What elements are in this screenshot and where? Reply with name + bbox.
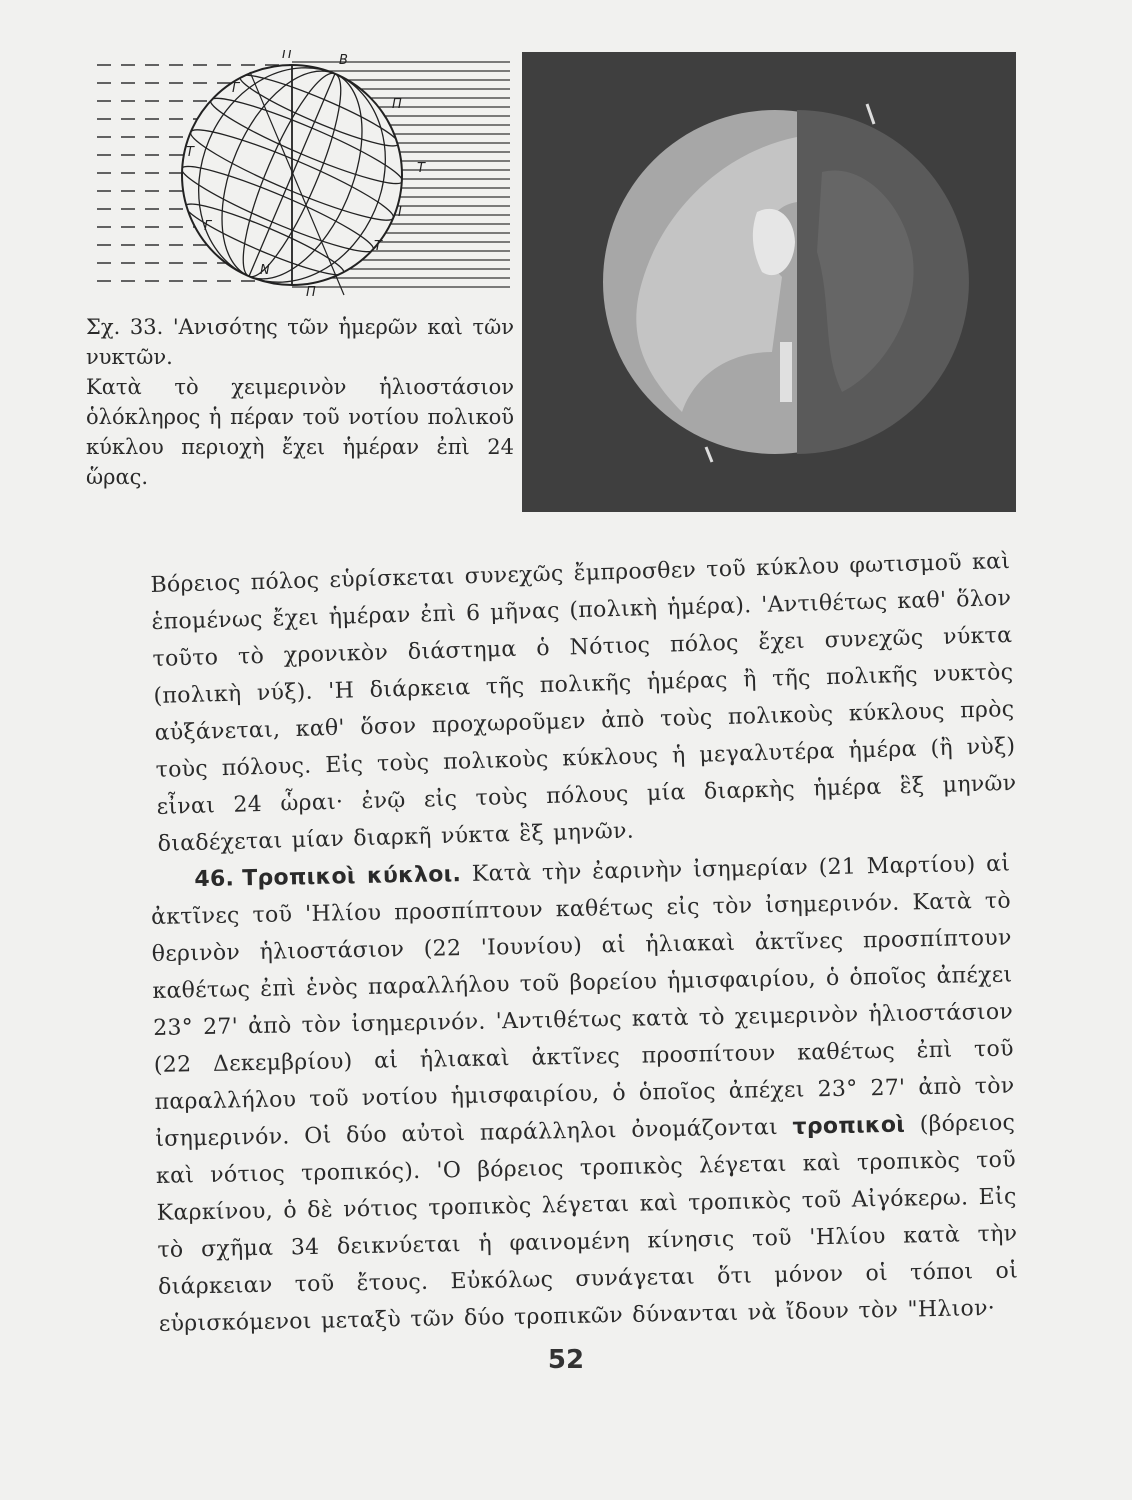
section-number: 46. bbox=[194, 866, 235, 893]
label-top-b: B bbox=[339, 53, 348, 68]
label-equator-right: Ι bbox=[398, 205, 402, 220]
label-tropic-left: Τ bbox=[186, 145, 194, 160]
label-lower-right: Τ bbox=[374, 239, 382, 254]
section-tropics bbox=[150, 845, 1019, 1342]
label-antarctic-left: Γ bbox=[204, 219, 212, 234]
paragraph-polar-day-night bbox=[150, 543, 1018, 863]
label-arctic-left: Γ bbox=[232, 81, 240, 96]
section-paragraph bbox=[150, 845, 1019, 1342]
section-text-before: Κατὰ τὴν ἐαρινὴν ἰσημερίαν (21 Μαρτίου) αἱ ἀκτῖνες τοῦ 'Ηλίου προσπίπτουν καθέτως εἰς τὸν ἰσημερινόν. Κατὰ τὸ θερινὸν ἡλιοστάσιον (22 'Ιουνίου) αἱ ἡλιακαὶ ἀκτῖνες προσπίπτουν καθέτως ἐπὶ ἑνὸς παραλλήλου τοῦ βορείου ἡμισφαιρίου, ὁ ὁποῖος ἀπέχει 23° 27' ἀπὸ τὸν ἰσημερινόν. 'Αντιθέτως κατὰ τὸ χειμερινὸν ἡλιοστάσιον (22 Δεκεμβρίου) αἱ ἡλιακαὶ ἀκτῖνες προσπίτουν καθέτως ἐπὶ τοῦ παραλλήλου τοῦ νοτίου ἡμισφαιρίου, ὁ ὁποῖος ἀπέχει 23° 27' ἀπὸ τὸν ἰσημερινόν. Οἱ δύο αὐτοὶ παράλληλοι ὀνομάζονται bbox=[150, 851, 1015, 1152]
photo-highlight-bar bbox=[780, 342, 792, 402]
globe-photo bbox=[522, 52, 1016, 512]
page-number: 52 bbox=[547, 1345, 585, 1375]
label-tropic-right: Τ bbox=[417, 161, 425, 176]
term-tropics: τροπικοὶ bbox=[792, 1112, 906, 1140]
section-title: Τροπικοὶ κύκλοι. bbox=[241, 862, 462, 892]
caption-title: Σχ. 33. 'Ανισότης τῶν ἡμερῶν καὶ τῶν νυκτῶν. bbox=[86, 315, 514, 369]
caption-text: Κατὰ τὸ χειμερινὸν ἡλιοστάσιον ὁλόκληρος ἡ πέραν τοῦ νοτίου πολικοῦ κύκλου περιοχὴ ἔχει ἡμέραν ἐπὶ 24 ὥρας. bbox=[86, 375, 514, 489]
label-bottom-n: Ν bbox=[260, 263, 270, 278]
paragraph-1-text: Βόρειος πόλος εὑρίσκεται συνεχῶς ἔμπροσθεν τοῦ κύκλου φωτισμοῦ καὶ ἑπομένως ἔχει ἡμέραν ἐπὶ 6 μῆνας (πολικὴ ἡμέρα). 'Αντιθέτως καθ' ὅλον τοῦτο τὸ χρονικὸν διάστημα ὁ Νότιος πόλος ἔχει συνεχῶς νύκτα (πολικὴ νύξ). 'Η διάρκεια τῆς πολικῆς ἡμέρας ἢ τῆς πολικῆς νυκτὸς αὐξάνεται, καθ' ὅσον προχωροῦμεν ἀπὸ τοὺς πολικοὺς κύκλους πρὸς τοὺς πόλους. Εἰς τοὺς πολικοὺς κύκλους ἡ μεγαλυτέρα ἡμέρα (ἢ νὺξ) εἶναι 24 ὧραι· ἐνῷ εἰς τοὺς πόλους μία διαρκὴς ἡμέρα ἓξ μηνῶν διαδέχεται μίαν διαρκῆ νύκτα ἓξ μηνῶν. bbox=[150, 548, 1017, 857]
label-top-pole: Π bbox=[282, 50, 292, 62]
figure-caption bbox=[86, 312, 514, 492]
label-arctic-right: Π bbox=[392, 97, 402, 112]
globe-diagram bbox=[92, 50, 512, 310]
section-text-after: (βόρειος καὶ νότιος τροπικός). 'Ο βόρειος τροπικὸς λέγεται καὶ τροπικὸς τοῦ Καρκίνου, ὁ δὲ νότιος τροπικὸς λέγεται καὶ τροπικὸς τοῦ Αἰγόκερω. Εἰς τὸ σχῆμα 34 δεικνύεται ἡ φαινομένη κίνησις τοῦ 'Ηλίου κατὰ τὴν διάρκειαν τοῦ ἔτους. Εὐκόλως συνάγεται ὅτι μόνον οἱ τόποι οἱ εὑρισκόμενοι μεταξὺ τῶν δύο τροπικῶν δύνανται νὰ ἴδουν τὸν "Ηλιον· bbox=[155, 1110, 1019, 1337]
label-bottom-pole: Π bbox=[306, 285, 316, 300]
